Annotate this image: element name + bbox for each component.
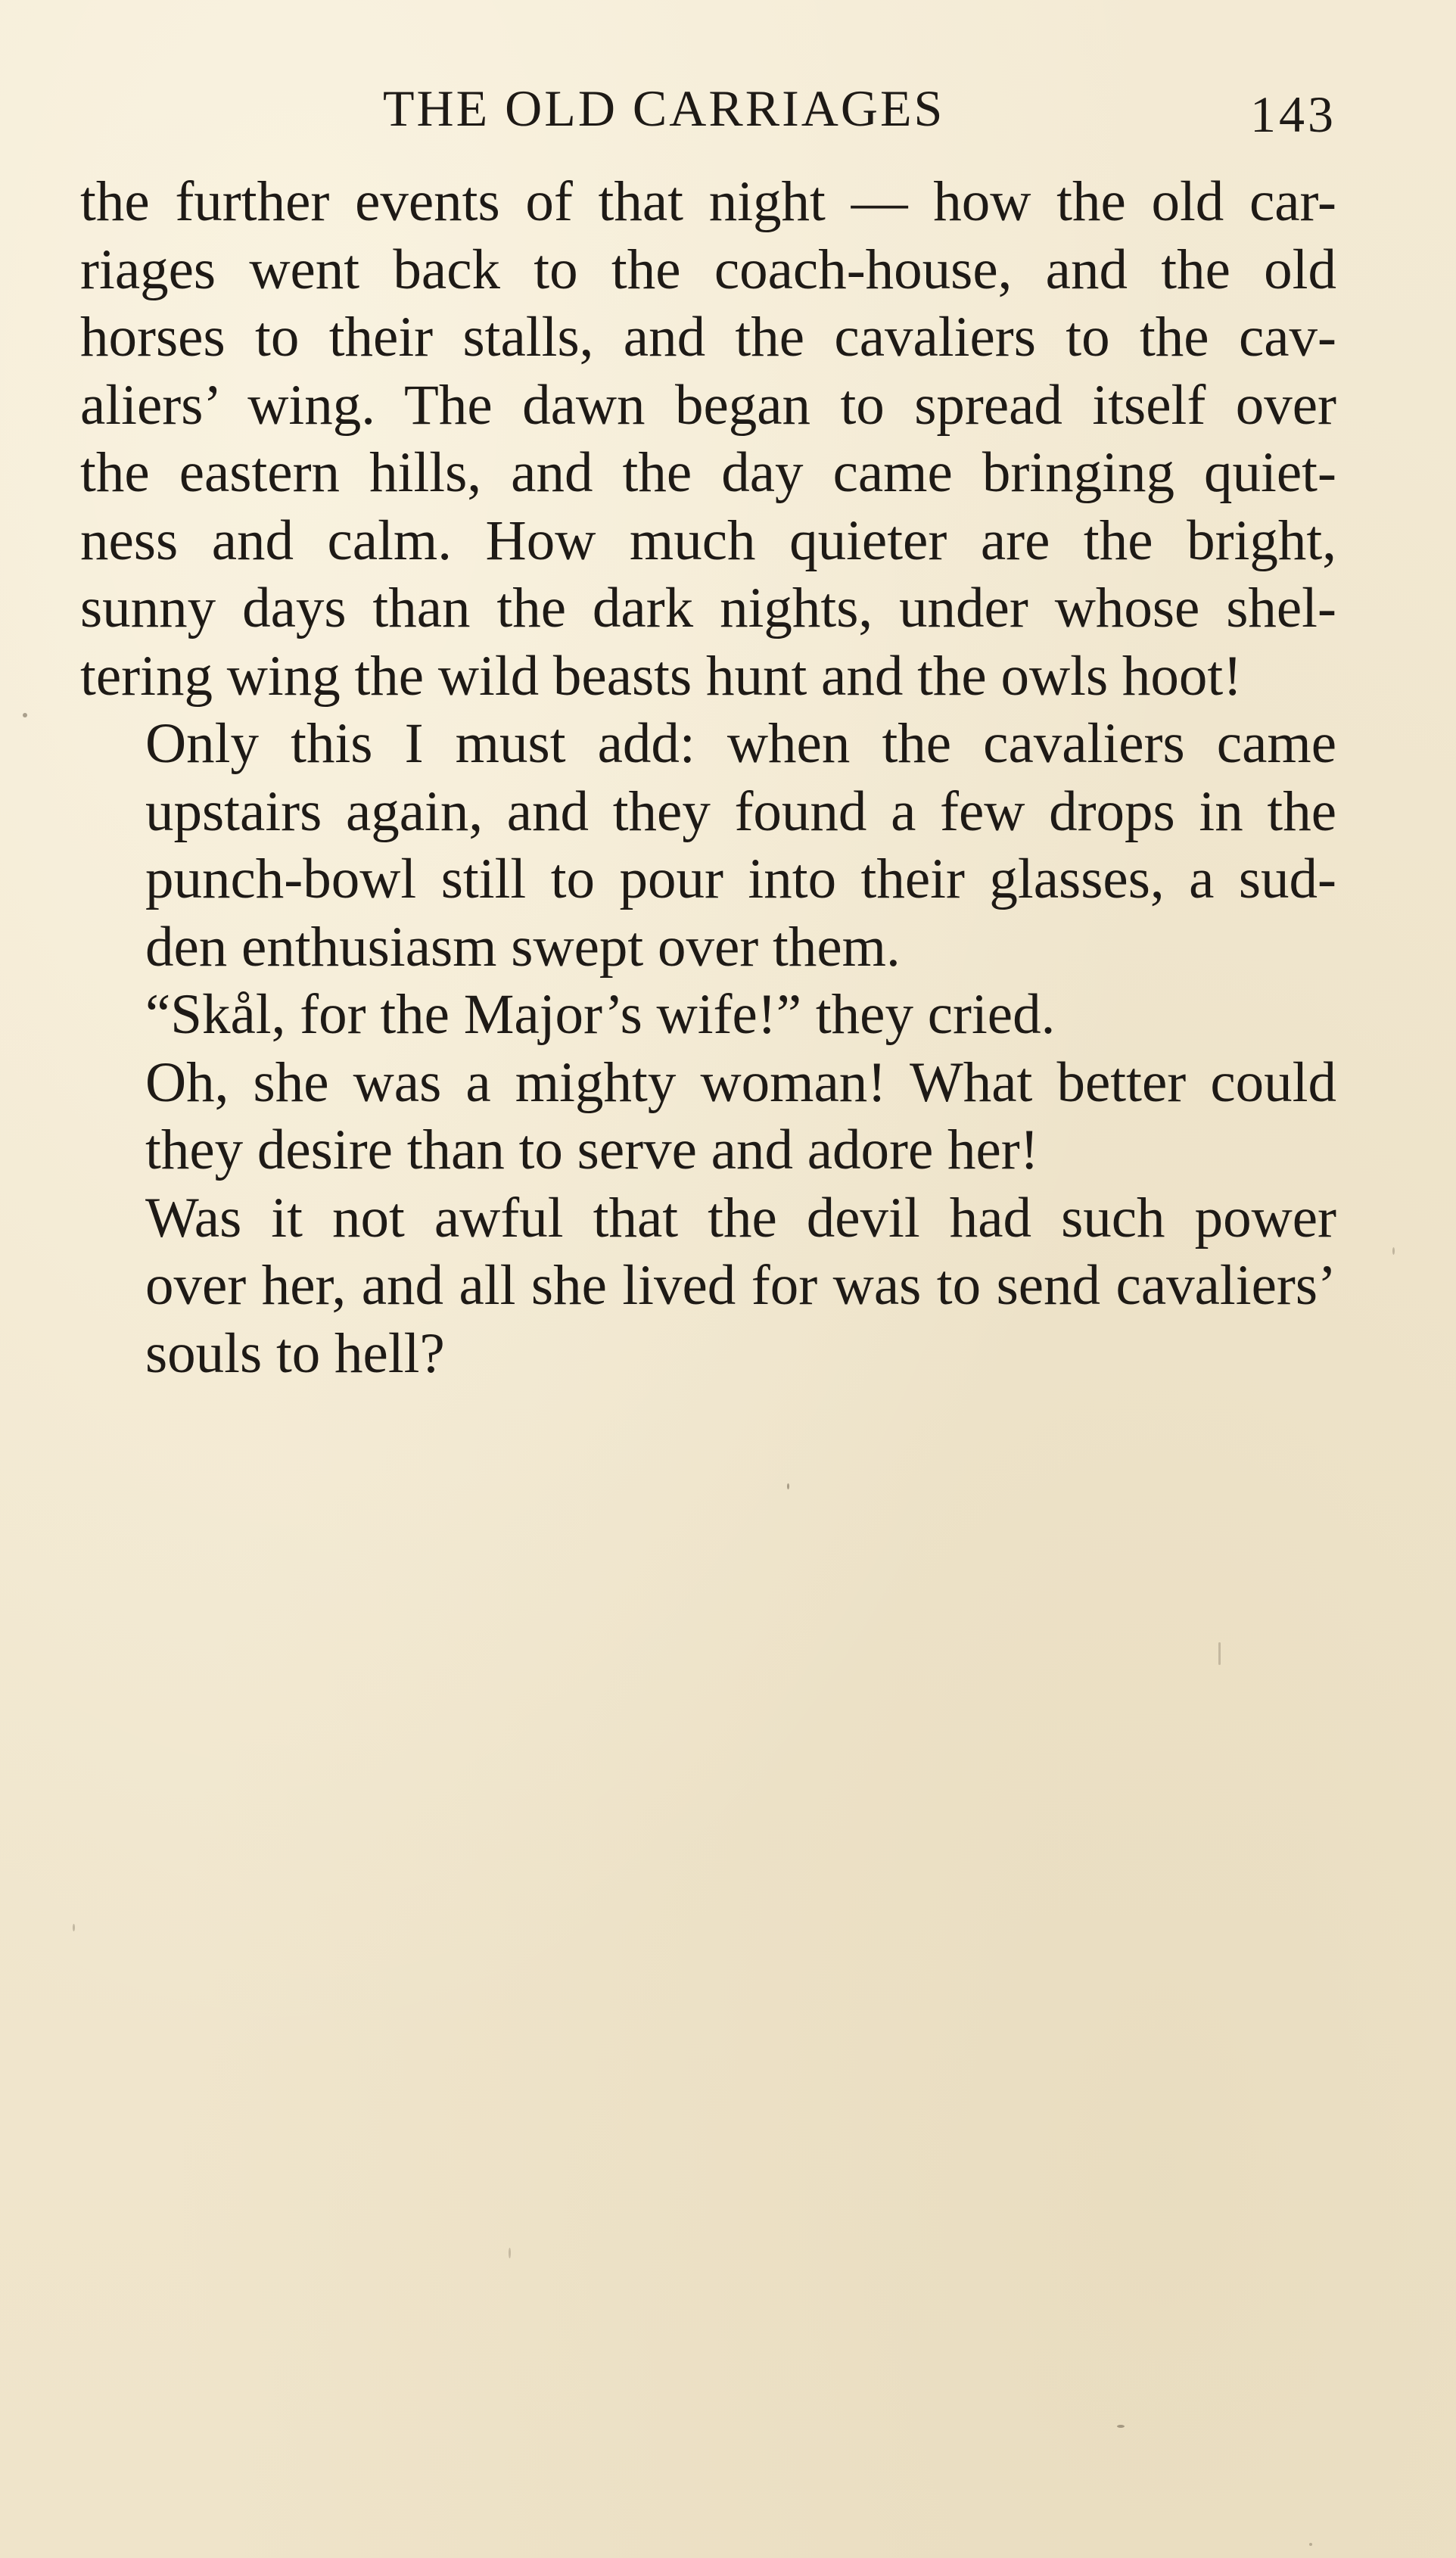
text-line: the eastern hills, and the day came bringing quiet- bbox=[80, 441, 1336, 504]
text-line: riages went back to the coach-house, and the old bbox=[80, 238, 1336, 301]
text-line: the further events of that night — how the old car- bbox=[80, 170, 1336, 233]
text-line: den enthusiasm swept over them. bbox=[145, 915, 901, 979]
text-line: tering wing the wild beasts hunt and the owls hoot! bbox=[80, 644, 1243, 708]
text-line: ness and calm. How much quieter are the bright, bbox=[80, 509, 1336, 572]
text-line: Only this I must add: when the cavaliers came bbox=[145, 712, 1336, 775]
text-line: sunny days than the dark nights, under whose shel- bbox=[80, 577, 1336, 640]
text-line: punch-bowl still to pour into their glasses, a sud- bbox=[145, 848, 1336, 910]
text-line: over her, and all she lived for was to send cavaliers’ bbox=[145, 1254, 1336, 1317]
paper-speck bbox=[787, 1483, 789, 1489]
text-line: aliers’ wing. The dawn began to spread itself over bbox=[80, 373, 1336, 437]
text-line: upstairs again, and they found a few drops in the bbox=[145, 780, 1336, 843]
paragraph-4 bbox=[80, 1049, 1336, 1184]
text-line: Oh, she was a mighty woman! What better could bbox=[145, 1050, 1336, 1114]
running-head bbox=[0, 74, 1456, 142]
running-head-title: THE OLD CARRIAGES bbox=[383, 79, 945, 137]
text-line: Was it not awful that the devil had such power bbox=[145, 1186, 1336, 1249]
text-line: souls to hell? bbox=[145, 1321, 445, 1385]
text-line: horses to their stalls, and the cavaliers to the cav- bbox=[80, 306, 1336, 369]
paper-speck bbox=[73, 1924, 75, 1931]
text-line: “Skål, for the Major’s wife!” they cried. bbox=[145, 983, 1056, 1046]
paragraph-5 bbox=[80, 1184, 1336, 1388]
paragraph-2 bbox=[80, 710, 1336, 981]
paper-speck bbox=[1392, 1247, 1395, 1255]
text-line: they desire than to serve and adore her! bbox=[145, 1119, 1039, 1181]
paper-speck bbox=[1218, 1642, 1221, 1665]
paper-speck bbox=[1117, 2425, 1125, 2428]
paragraph-3 bbox=[80, 981, 1336, 1049]
body-text bbox=[80, 168, 1336, 1387]
paper-speck bbox=[23, 713, 27, 717]
paper-speck bbox=[1309, 2543, 1312, 2546]
page-number: 143 bbox=[1250, 86, 1336, 143]
paragraph-1 bbox=[80, 168, 1336, 710]
paper-speck bbox=[509, 2248, 511, 2258]
